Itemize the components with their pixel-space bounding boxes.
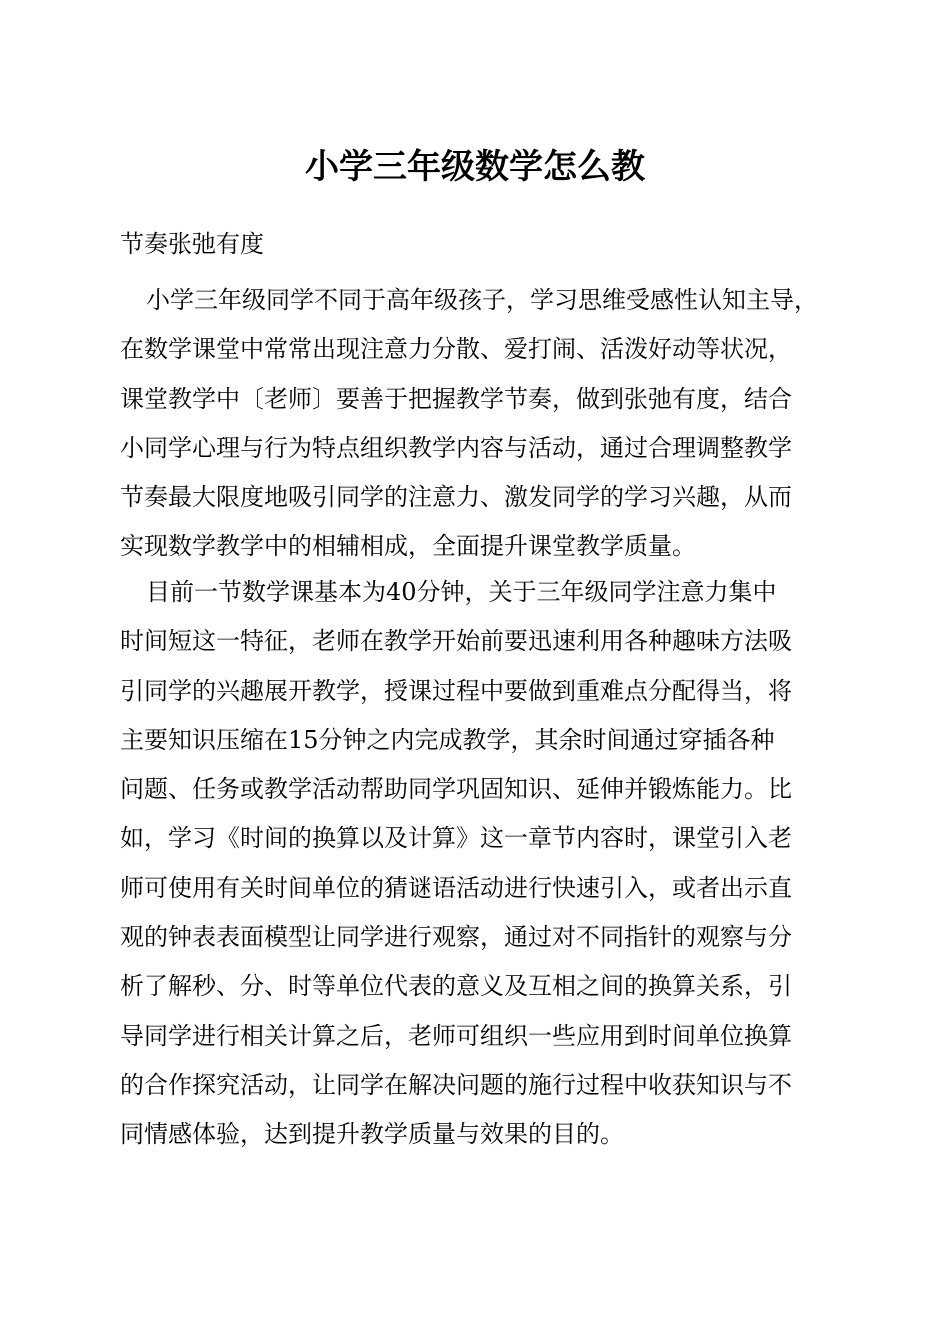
paragraph-2 <box>120 568 792 1160</box>
paragraph-line: 导同学进行相关计算之后，老师可组织一些应用到时间单位换算 <box>120 1021 792 1050</box>
paragraph-line: 引同学的兴趣展开教学，授课过程中要做到重难点分配得当，将 <box>120 676 792 705</box>
paragraph-line: 问题、任务或教学活动帮助同学巩固知识、延伸并锻炼能力。比 <box>120 775 792 804</box>
paragraph-line: 小学三年级同学不同于高年级孩子，学习思维受感性认知主导， <box>146 286 818 314</box>
paragraph-line: 实现数学教学中的相辅相成，全面提升课堂教学质量。 <box>120 532 696 561</box>
document-title: 小学三年级数学怎么教 <box>305 147 645 187</box>
paragraph-line: 同情感体验，达到提升教学质量与效果的目的。 <box>120 1120 624 1149</box>
paragraph-line: 如，学习《时间的换算以及计算》这一章节内容时，课堂引入老 <box>120 824 792 853</box>
paragraph-line: 析了解秒、分、时等单位代表的意义及互相之间的换算关系，引 <box>120 972 792 1001</box>
paragraph-line: 时间短这一特征，老师在教学开始前要迅速利用各种趣味方法吸 <box>120 627 792 656</box>
paragraph-line: 目前一节数学课基本为40分钟，关于三年级同学注意力集中 <box>146 578 777 606</box>
paragraph-line: 的合作探究活动，让同学在解决问题的施行过程中收获知识与不 <box>120 1070 792 1099</box>
paragraph-line: 节奏最大限度地吸引同学的注意力、激发同学的学习兴趣，从而 <box>120 483 792 512</box>
paragraph-line: 主要知识压缩在15分钟之内完成教学，其余时间通过穿插各种 <box>120 725 775 754</box>
paragraph-line: 小同学心理与行为特点组织教学内容与活动，通过合理调整教学 <box>120 433 792 462</box>
paragraph-line: 在数学课堂中常常出现注意力分散、爱打闹、活泼好动等状况， <box>120 335 792 364</box>
paragraph-1 <box>120 276 818 572</box>
paragraph-line: 观的钟表表面模型让同学进行观察，通过对不同指针的观察与分 <box>120 923 792 952</box>
section-heading: 节奏张弛有度 <box>120 230 264 258</box>
paragraph-line: 师可使用有关时间单位的猜谜语活动进行快速引入，或者出示直 <box>120 873 792 902</box>
paragraph-line: 课堂教学中〔老师〕要善于把握教学节奏，做到张弛有度，结合 <box>120 384 792 413</box>
